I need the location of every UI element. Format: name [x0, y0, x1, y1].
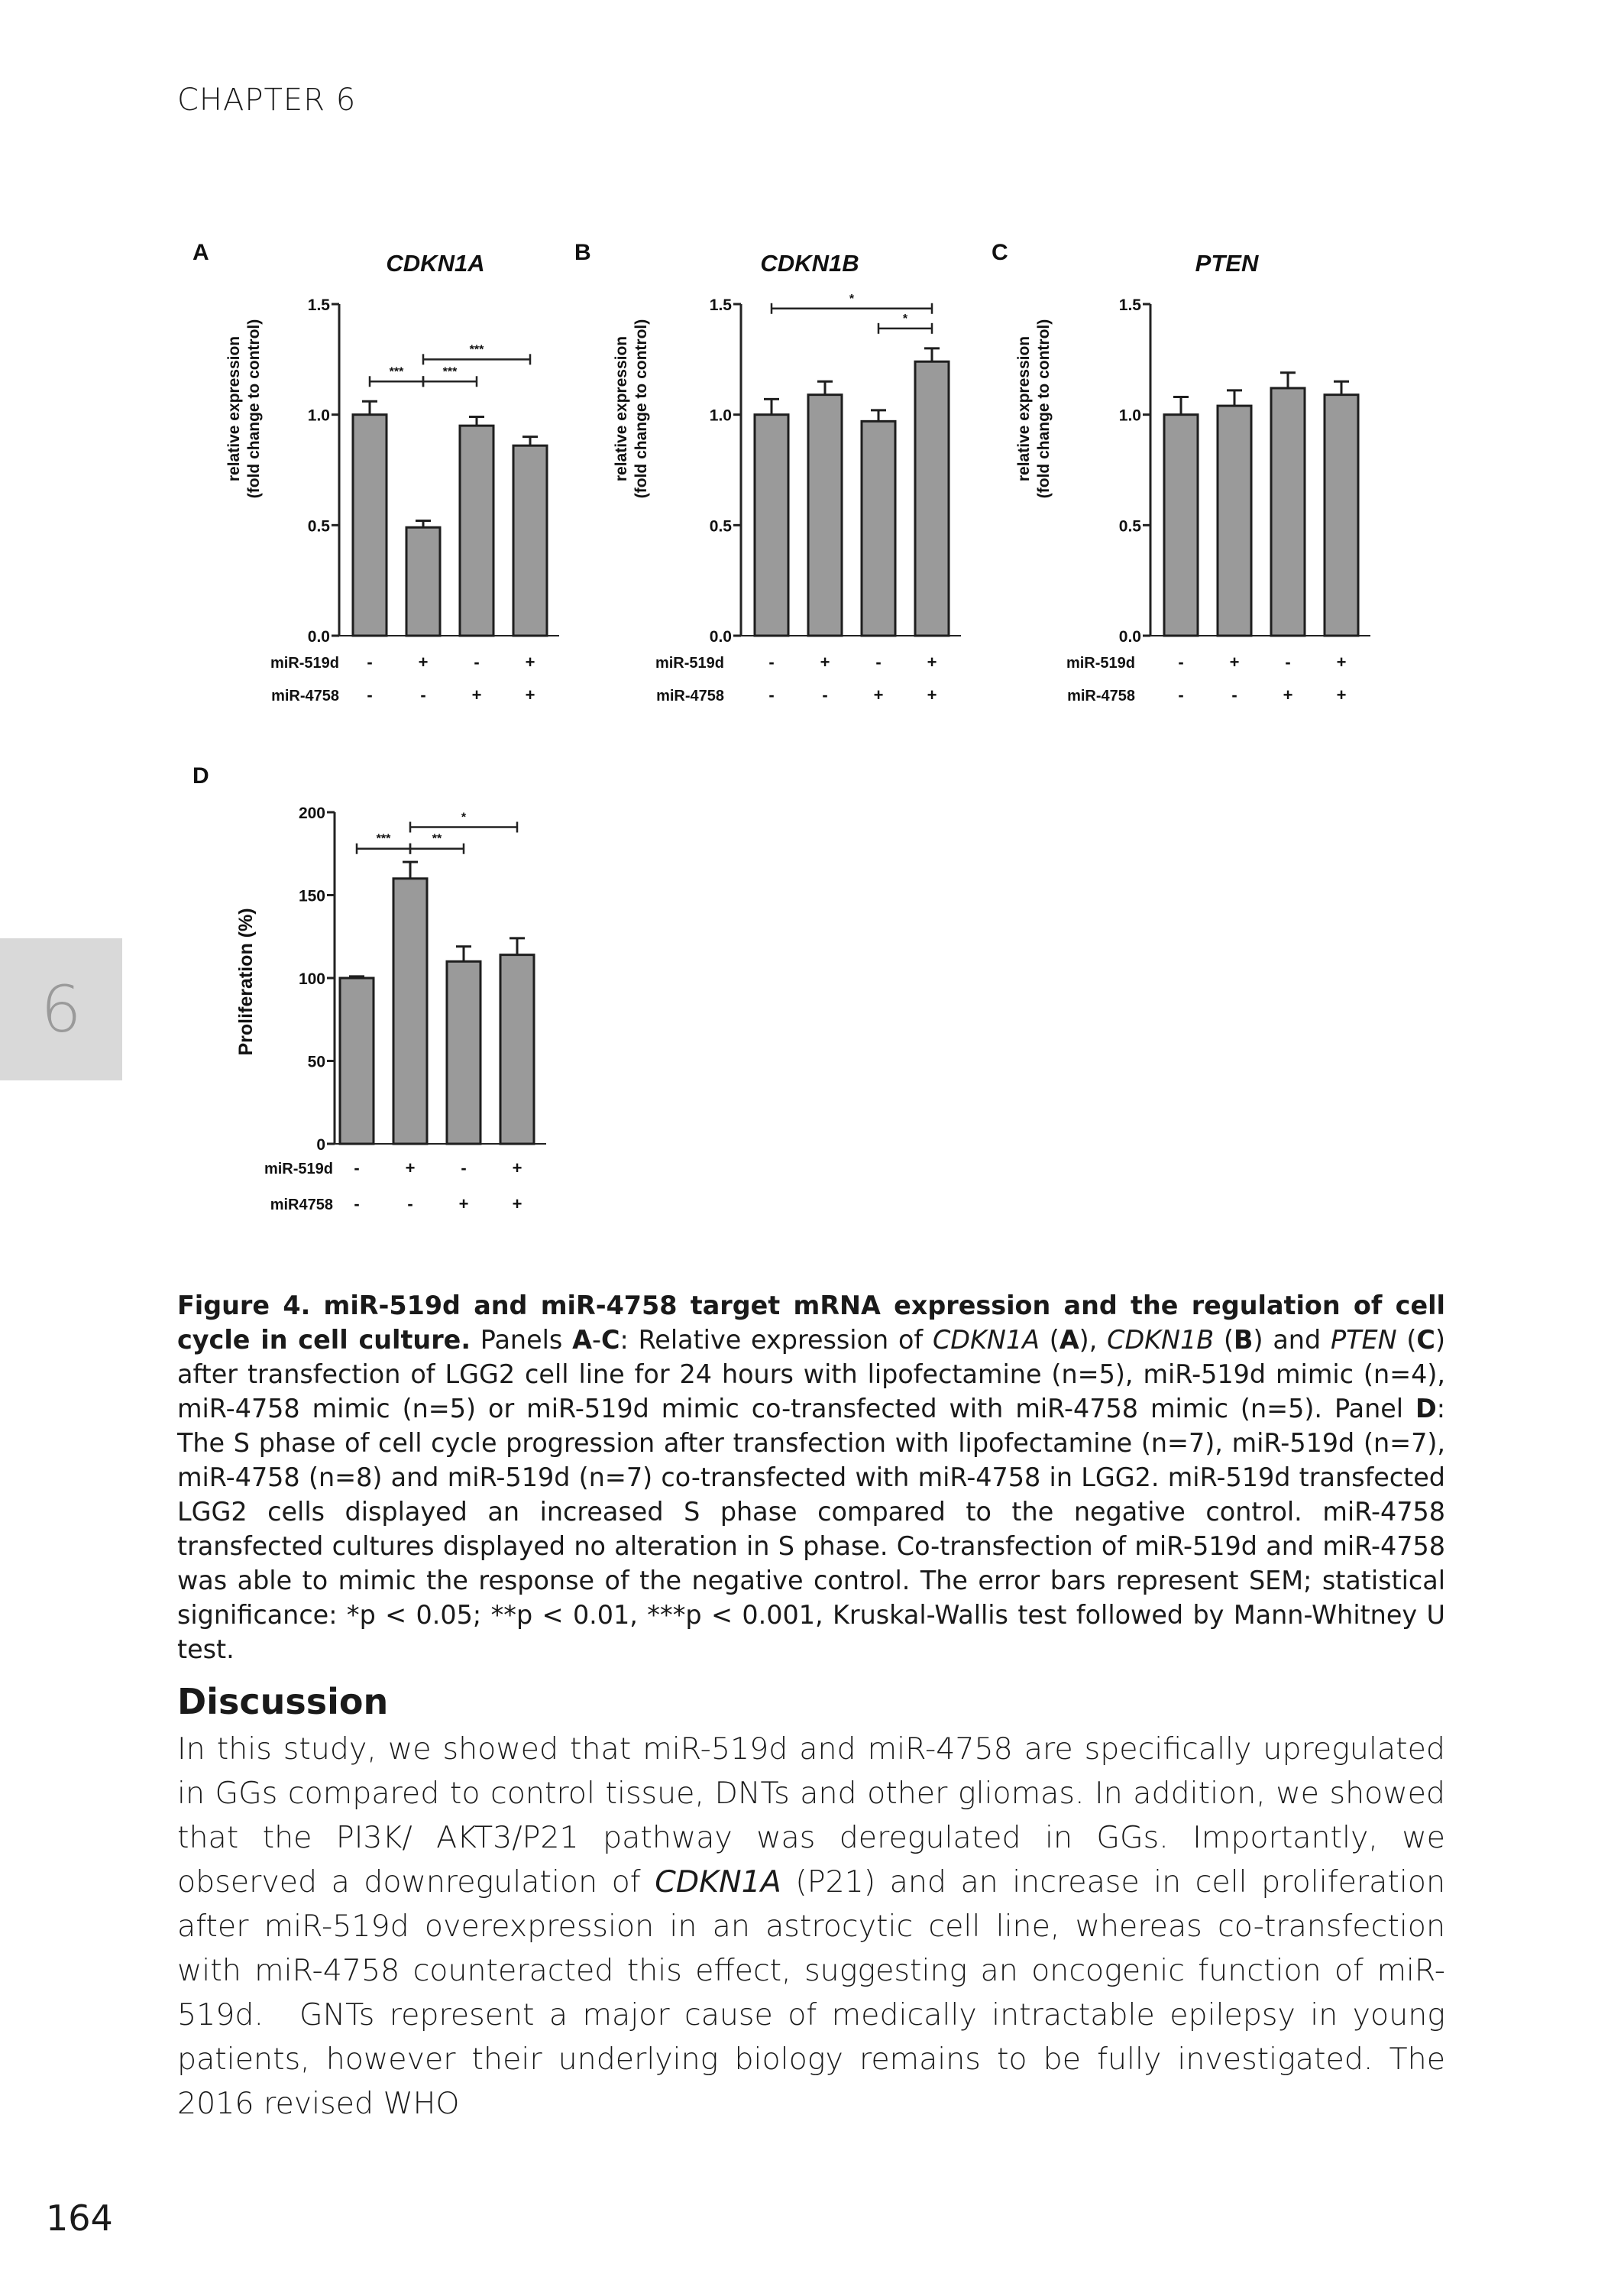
bar — [393, 879, 427, 1144]
condition-sign: + — [1336, 653, 1347, 672]
panel-ref-c: C — [601, 1325, 620, 1355]
significance-label: * — [849, 292, 855, 306]
caption-text: - — [591, 1325, 602, 1355]
condition-sign: + — [1336, 685, 1347, 704]
y-tick-label: 0.5 — [709, 517, 732, 536]
panel-letter: D — [192, 763, 209, 789]
bar — [755, 415, 788, 636]
condition-sign: - — [474, 653, 480, 672]
bar — [406, 527, 440, 636]
condition-sign: - — [407, 1194, 413, 1213]
bar — [447, 961, 480, 1144]
chart-panel-b — [571, 229, 969, 718]
chart-panel-c — [975, 229, 1372, 718]
panel-ref-b: B — [1234, 1325, 1254, 1355]
bar — [1218, 406, 1251, 636]
y-axis-label-line1: relative expression — [1015, 335, 1033, 482]
bar — [460, 426, 493, 636]
condition-sign: - — [420, 685, 426, 704]
panel-ref-c: C — [1416, 1325, 1435, 1355]
gene-cdkn1a: CDKN1A — [655, 1864, 781, 1899]
chart-panel-d — [183, 753, 581, 1242]
y-axis-label-line2: (fold change to control) — [245, 319, 263, 499]
y-tick-label: 0.0 — [307, 628, 330, 646]
chart-panel-a — [183, 229, 581, 718]
y-tick-label: 1.5 — [709, 296, 732, 314]
y-tick-label: 1.0 — [709, 406, 732, 425]
caption-text: Panels — [471, 1325, 573, 1355]
condition-sign: + — [1229, 653, 1240, 672]
caption-text: ), — [1079, 1325, 1108, 1355]
y-axis-label-line1: relative expression — [225, 335, 243, 482]
significance-label: *** — [442, 365, 458, 379]
condition-sign: - — [768, 685, 775, 704]
section-heading: Discussion — [177, 1681, 389, 1722]
bar — [1325, 395, 1358, 636]
bar — [500, 955, 534, 1144]
row-label-mir4758: miR-4758 — [656, 688, 724, 704]
page-number: 164 — [46, 2197, 113, 2239]
y-tick-label: 1.5 — [1118, 296, 1141, 314]
panel-letter: C — [992, 240, 1008, 265]
condition-sign: - — [768, 653, 775, 672]
y-tick-label: 0.0 — [709, 628, 732, 646]
gene-cdkn1b: CDKN1B — [1107, 1325, 1215, 1355]
y-tick-label: 1.0 — [307, 406, 330, 425]
panel-letter: A — [192, 240, 209, 265]
y-tick-label: 1.0 — [1118, 406, 1141, 425]
chart-title: CDKN1A — [386, 250, 485, 277]
y-tick-label: 150 — [298, 887, 325, 905]
condition-sign: + — [512, 1158, 522, 1177]
gene-pten: PTEN — [1330, 1325, 1397, 1355]
condition-sign: - — [461, 1158, 467, 1177]
condition-sign: - — [875, 653, 882, 672]
chapter-tab — [0, 938, 122, 1080]
condition-sign: - — [354, 1158, 360, 1177]
condition-sign: - — [822, 685, 828, 704]
bar — [353, 415, 387, 636]
discussion-paragraph-1 — [177, 1727, 1445, 2037]
row-label-mir4758: miR-4758 — [1067, 688, 1135, 704]
condition-sign: + — [927, 685, 937, 704]
y-axis-label-line2: (fold change to control) — [1035, 319, 1053, 499]
condition-sign: + — [820, 653, 830, 672]
caption-text: ) and — [1253, 1325, 1331, 1355]
row-label-mir4758: miR4758 — [270, 1197, 333, 1213]
y-tick-label: 0.5 — [307, 517, 330, 536]
significance-label: *** — [469, 343, 484, 357]
panel-letter: B — [574, 240, 591, 265]
condition-sign: + — [525, 685, 535, 704]
condition-sign: + — [471, 685, 482, 704]
bar — [915, 361, 949, 636]
condition-sign: + — [512, 1194, 522, 1213]
significance-label: ** — [432, 832, 442, 846]
y-tick-label: 0.5 — [1118, 517, 1141, 536]
bar — [808, 395, 842, 636]
condition-sign: - — [1285, 653, 1291, 672]
bar — [340, 978, 374, 1144]
caption-text: ( — [1214, 1325, 1234, 1355]
condition-sign: + — [873, 685, 884, 704]
condition-sign: - — [367, 653, 373, 672]
bar — [513, 445, 547, 636]
y-tick-label: 0 — [316, 1136, 325, 1154]
row-label-mir519d: miR-519d — [264, 1161, 333, 1177]
row-label-mir519d: miR-519d — [655, 655, 724, 672]
y-tick-label: 1.5 — [307, 296, 330, 314]
chart-title: PTEN — [1195, 250, 1259, 277]
y-tick-label: 0.0 — [1118, 628, 1141, 646]
chapter-tab-number: 6 — [40, 972, 82, 1047]
figure-caption — [177, 1288, 1445, 1666]
paragraph-text: In this study, we showed that miR-519d and miR-4758 are specifically upregulated in GGs compared to control tissue, DNTs and other gliomas. In addition, we showed that the PI3K/ AKT3/P21 pathway was deregulated in GGs. Importantly, we observed a downregulation of — [177, 1731, 1445, 1899]
y-tick-label: 50 — [307, 1053, 325, 1071]
y-tick-label: 100 — [298, 970, 325, 988]
y-axis-label: Proliferation (%) — [235, 908, 257, 1056]
gene-cdkn1a: CDKN1A — [932, 1325, 1040, 1355]
condition-sign: + — [525, 653, 535, 672]
caption-text: ( — [1396, 1325, 1417, 1355]
caption-text: : The S phase of cell cycle progression after transfection with lipofectamine (n=7), miR-519d (n=7), miR-4758 (n=8) and miR-519d (n=7) co-transfected with miR-4758 in LGG2. miR-519d transfected LGG2 cells displayed an increased S phase compared to the negative control. miR-4758 transfected cultures displayed no alteration in S phase. Co-transfection of miR-519d and miR-4758 was able to mimic the response of the negative control. The error bars represent SEM; statistical significance: *p < 0.05; **p < 0.01, ***p < 0.001, Kruskal-Wallis test followed by Mann-Whitney U test. — [177, 1394, 1445, 1664]
condition-sign: - — [367, 685, 373, 704]
condition-sign: + — [1283, 685, 1293, 704]
row-label-mir4758: miR-4758 — [271, 688, 339, 704]
panel-ref-d: D — [1415, 1394, 1437, 1423]
condition-sign: - — [354, 1194, 360, 1213]
significance-label: *** — [389, 365, 404, 379]
discussion-paragraph-2: GNTs represent a major cause of medically intractable epilepsy in young patients, however their underlying biology remains to be fully investigated. The 2016 revised WHO — [177, 1997, 1445, 2121]
y-axis-label-line2: (fold change to control) — [632, 319, 650, 499]
panel-ref-a: A — [1059, 1325, 1079, 1355]
panel-ref-a: A — [572, 1325, 592, 1355]
condition-sign: + — [418, 653, 429, 672]
condition-sign: - — [1178, 653, 1184, 672]
condition-sign: + — [927, 653, 937, 672]
condition-sign: - — [1178, 685, 1184, 704]
bar — [1271, 388, 1305, 636]
running-head: CHAPTER 6 — [177, 83, 357, 118]
row-label-mir519d: miR-519d — [1066, 655, 1135, 672]
significance-label: *** — [376, 832, 391, 846]
bar — [1164, 415, 1198, 636]
caption-title: Figure 4. miR-519d and miR-4758 target mRNA expression and the regulation of cell cycle in cell culture. — [177, 1291, 1445, 1355]
significance-label: * — [461, 811, 467, 824]
caption-text: : Relative expression of — [620, 1325, 933, 1355]
paragraph-text: (P21) and an increase in cell proliferation after miR-519d overexpression in an astrocytic cell line, whereas co-transfection with miR-4758 counteracted this effect, suggesting an oncogenic function of miR-519d. — [177, 1864, 1446, 2032]
significance-label: * — [902, 312, 908, 325]
chart-title: CDKN1B — [760, 250, 859, 277]
condition-sign: + — [405, 1158, 416, 1177]
y-tick-label: 200 — [298, 805, 325, 822]
caption-text: ( — [1039, 1325, 1059, 1355]
bar — [862, 421, 895, 636]
row-label-mir519d: miR-519d — [270, 655, 339, 672]
condition-sign: + — [458, 1194, 469, 1213]
condition-sign: - — [1231, 685, 1237, 704]
caption-text: ) after transfection of LGG2 cell line for 24 hours with lipofectamine (n=5), miR-519d mimic (n=4), miR-4758 mimic (n=5) or miR-519d mimic co-transfected with miR-4758 mimic (n=5). Panel — [177, 1325, 1445, 1423]
y-axis-label-line1: relative expression — [613, 335, 630, 482]
